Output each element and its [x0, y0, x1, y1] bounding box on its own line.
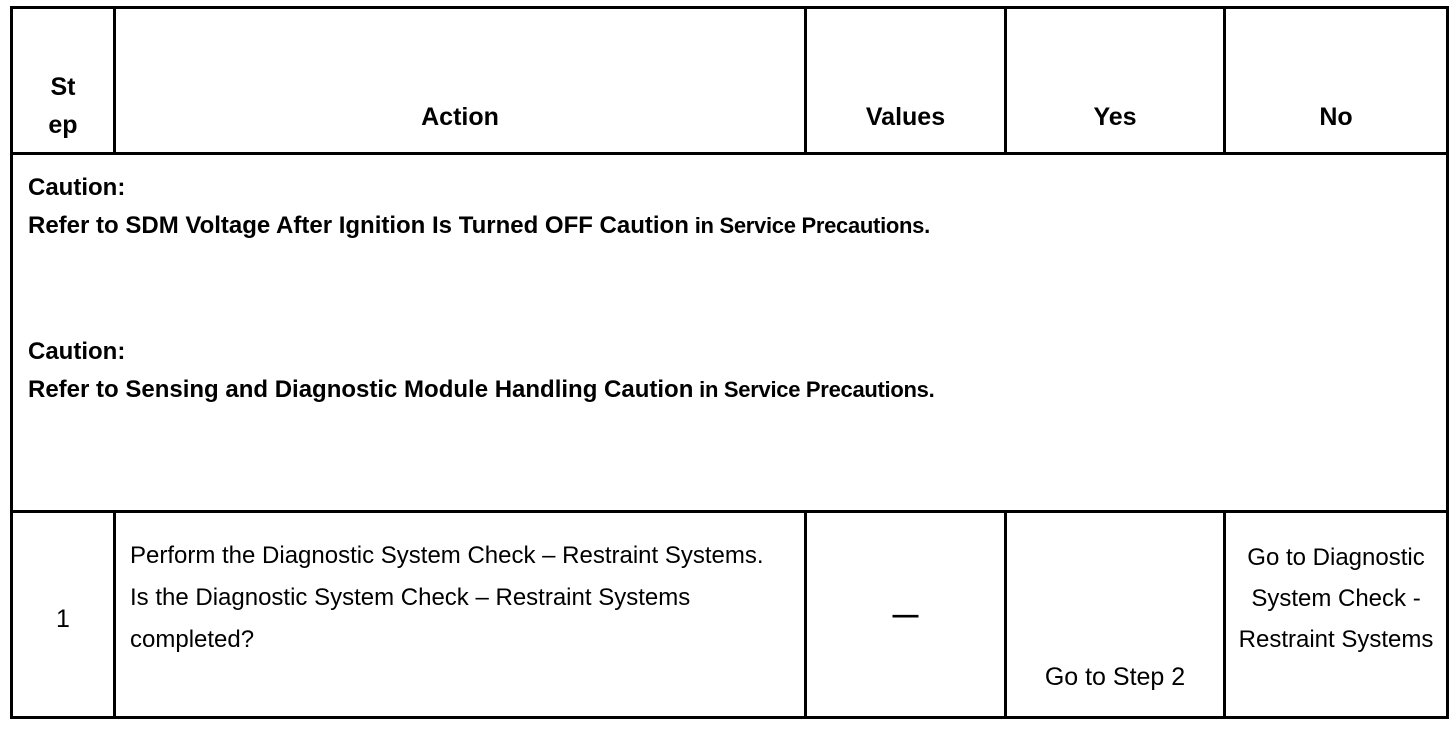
diagnostic-table: [10, 6, 1449, 719]
step-number: 1: [56, 605, 70, 633]
no-cell: [1225, 512, 1448, 718]
header-step-line2: ep: [48, 111, 78, 139]
yes-cell: [1006, 512, 1225, 718]
caution-link-2: Refer to Sensing and Diagnostic Module Handling Caution: [28, 376, 694, 403]
caution-cell: [12, 154, 1448, 512]
yes-action-text: Go to Step 2: [1044, 663, 1186, 691]
header-yes: [1006, 8, 1225, 154]
header-no-label: No: [1319, 103, 1353, 131]
header-row: [12, 8, 1448, 154]
action-text: Perform the Diagnostic System Check – Restraint Systems. Is the Diagnostic System Check – Restraint Systems completed?: [130, 542, 764, 653]
values-text: —: [892, 599, 919, 629]
caution-link-1: Refer to SDM Voltage After Ignition Is Turned OFF Caution: [28, 212, 689, 239]
header-step: [12, 8, 115, 154]
caution-row: [12, 154, 1448, 512]
caution-text-2: [28, 371, 1436, 409]
caution-block-2: [28, 333, 1436, 409]
header-action-label: Action: [421, 103, 499, 131]
caution-text-1: [28, 207, 1436, 245]
caution-block-1: [28, 169, 1436, 245]
caution-title-1: Caution:: [28, 174, 126, 201]
header-yes-label: Yes: [1093, 103, 1137, 131]
header-values: [806, 8, 1006, 154]
step-cell: [12, 512, 115, 718]
caution-suffix-2: in Service Precautions.: [693, 377, 935, 402]
header-values-label: Values: [865, 103, 946, 131]
header-action: [115, 8, 806, 154]
caution-suffix-1: in Service Precautions.: [688, 213, 930, 238]
action-cell: [115, 512, 806, 718]
no-action-text: Go to Diagnostic System Check - Restraint Systems: [1238, 544, 1434, 653]
header-step-line1: St: [50, 73, 76, 101]
header-no: [1225, 8, 1448, 154]
table-row: [12, 512, 1448, 718]
caution-title-2: Caution:: [28, 338, 126, 365]
values-cell: [806, 512, 1006, 718]
